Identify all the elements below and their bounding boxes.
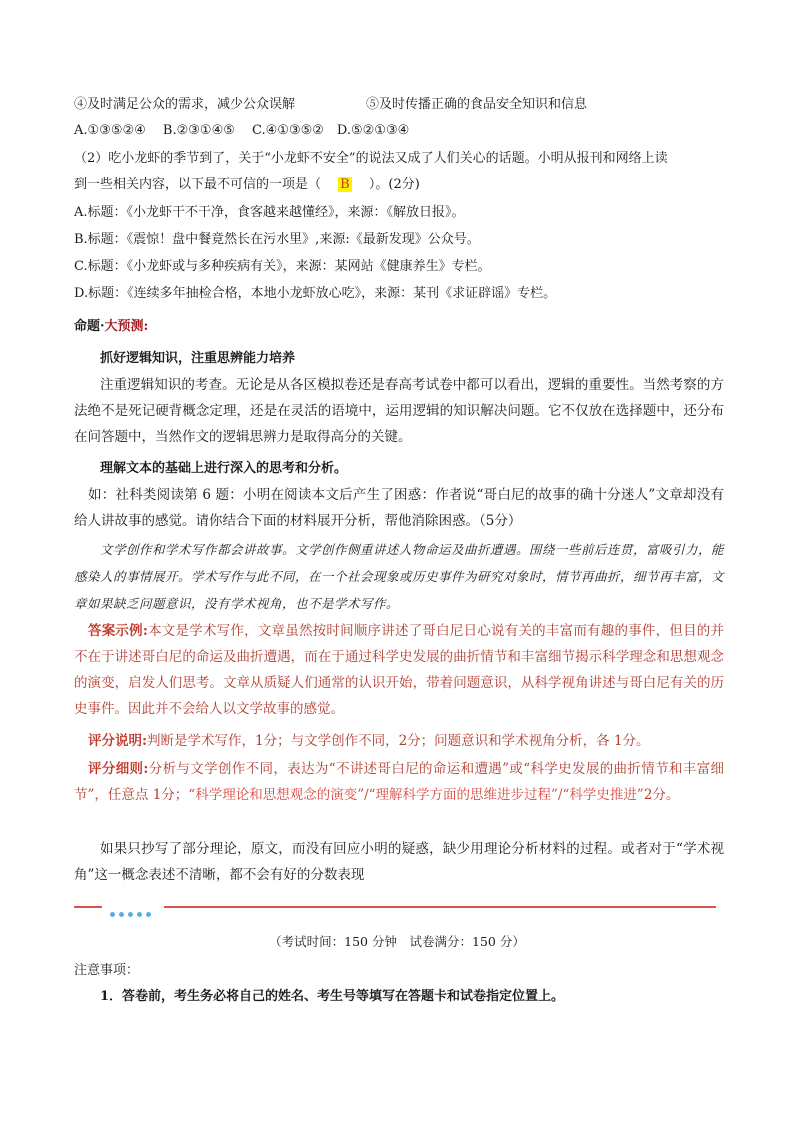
detail-text-3: 2分。 [643,787,680,803]
option-d: D.标题：《连续多年抽检合格，本地小龙虾放心吃》，来源：某刊《求证辟谣》专栏。 [74,286,557,301]
option-c: C.标题：《小龙虾或与多种疾病有关》，来源：某网站《健康养生》专栏。 [74,259,491,274]
choices-line: A.①③⑤②④ B.②③①④⑤ C.④①③⑤② D.⑤②①③④ [74,123,410,138]
divider-dots [110,902,155,921]
forecast-label-a: 命题· [74,319,105,334]
score-label: 评分说明: [88,733,147,749]
question2-score: ）。(2分) [355,177,420,192]
dot-icon [128,912,133,917]
dot-icon [137,912,142,917]
score-explanation [74,728,724,754]
example-question: 如：社科类阅读第 6 题：小明在阅读本文后产生了困惑：作者说“哥白尼的故事的确十分迷人”文章却没有给人讲故事的感觉。请你结合下面的材料展开分析，帮他消除困惑。（5分） [74,487,724,529]
dot-icon [110,912,115,917]
question2-line2 [74,174,420,196]
dot-icon [146,912,151,917]
detail-text-1: 分析与文学创作不同，表达为“不讲述哥白尼的命运和遭遇”或“科学史发展的曲折情节和丰富细节”，任意点 1分； [74,761,724,803]
heading-analysis: 理解文本的基础上进行深入的思考和分析。 [100,461,348,476]
option-item-5 [366,94,587,116]
forecast-label-b: 大预测: [104,319,149,334]
option-a: A.标题：《小龙虾干不干净，食客越来越懂经》，来源：《解放日报》。 [74,205,465,220]
option-b: B.标题：《震惊！盘中餐竟然长在污水里》,来源:《最新发现》公众号。 [74,232,480,247]
paragraph-logic: 注重逻辑知识的考查。无论是从各区模拟卷还是春高考试卷中都可以看出，逻辑的重要性。当然考察的方法绝不是死记硬背概念定理，还是在灵活的语境中，运用逻辑的知识解决问题。它不仅放在选择题中，还分布在问答题中，当然作文的逻辑思辨力是取得高分的关键。 [74,377,724,445]
material-text: 文学创作和学术写作都会讲故事。文学创作侧重讲述人物命运及曲折遭遇。围绕一些前后连贯，富吸引力，能感染人的事情展开。学术写作与此不同，在一个社会现象或历史事件为研究对象时，情节再曲折，细节再丰富，文章如果缺乏问题意识，没有学术视角，也不是学术写作。 [74,542,725,611]
notice-title: 注意事项： [74,963,140,978]
question2-line1: （2）吃小龙虾的季节到了，关于“小龙虾不安全”的说法又成了人们关心的话题。小明从报刊和网络上读 [74,151,668,166]
answer-text: 本文是学术写作，文章虽然按时间顺序讲述了哥白尼日心说有关的丰富而有趣的事件，但目的并不在于讲述哥白尼的命运及曲折遭遇，而在于通过科学史发展的曲折情节和丰富细节揭示科学理念和思想观念的演变，启发人们思考。文章从质疑人们通常的认识开始，带着问题意识，从科学视角讲述与哥白尼有关的历史事件。因此并不会给人以文学故事的感觉。 [74,623,725,717]
detail-text-2: “科学理论和思想观念的演变”/“理解科学方面的思维进步过程”/“科学史推进” [188,787,644,803]
item4-text: ④及时满足公众的需求，减少公众误解 [74,97,296,112]
dot-icon [119,912,124,917]
score-details [74,756,724,808]
forecast-label [74,316,148,338]
answer-highlight: B [340,177,350,192]
score-text: 判断是学术写作，1分；与文学创作不同，2分；问题意识和学术视角分析，各 1分。 [146,733,650,749]
answer-label: 答案示例: [88,623,148,639]
divider-left [74,906,102,908]
notice-item-1: 1．答卷前，考生务必将自己的姓名、考生号等填写在答题卡和试卷指定位置上。 [100,989,565,1004]
exam-time-line: （考试时间：150 分钟 试卷满分：150 分） [269,934,525,949]
closing-paragraph: 如果只抄写了部分理论，原文，而没有回应小明的疑惑，缺少用理论分析材料的过程。或者对于“学术视角”这一概念表述不清晰，都不会有好的分数表现 [74,841,724,883]
heading-logic: 抓好逻辑知识，注重思辨能力培养 [100,351,296,366]
option-item-4 [74,94,295,116]
answer-example [74,618,724,722]
divider-right [164,906,716,908]
item5-text: ⑤及时传播正确的食品安全知识和信息 [366,97,588,112]
question2-prompt: 到一些相关内容，以下最不可信的一项是（ [74,177,322,192]
detail-label: 评分细则: [88,761,149,777]
